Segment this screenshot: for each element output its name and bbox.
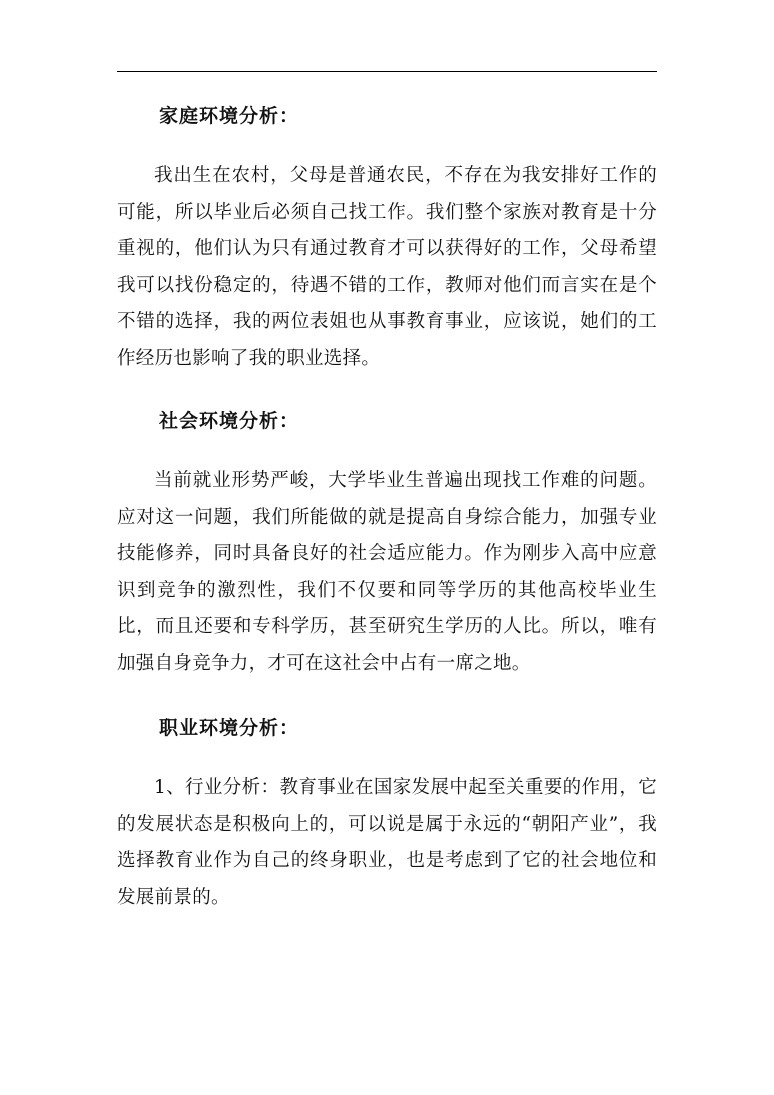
document-body (117, 96, 657, 916)
section-paragraph-society: 当前就业形势严峻，大学毕业生普遍出现找工作难的问题。应对这一问题，我们所能做的就是提高自身综合能力，加强专业技能修养，同时具备良好的社会适应能力。作为刚步入高中应意识到竞争的激烈性，我们不仅要和同等学历的其他高校毕业生比，而且还要和专科学历，甚至研究生学历的人比。所以，唯有加强自身竞争力，才可在这社会中占有一席之地。 (117, 470, 657, 674)
section-heading-career: 职业环境分析： (159, 717, 300, 739)
section-heading-family: 家庭环境分析： (159, 105, 300, 127)
section-paragraph-career: 1、行业分析：教育事业在国家发展中起至关重要的作用，它的发展状态是积极向上的，可以说是属于永远的“朝阳产业”，我选择教育业作为自己的终身职业，也是考虑到了它的社会地位和发展前景的。 (117, 777, 657, 908)
section-heading-society: 社会环境分析： (159, 410, 300, 432)
top-divider-line (117, 71, 657, 72)
section-paragraph-family: 我出生在农村，父母是普通农民，不存在为我安排好工作的可能，所以毕业后必须自己找工作。我们整个家族对教育是十分重视的，他们认为只有通过教育才可以获得好的工作，父母希望我可以找份稳定的，待遇不错的工作，教师对他们而言实在是个不错的选择，我的两位表姐也从事教育事业，应该说，她们的工作经历也影响了我的职业选择。 (117, 165, 657, 369)
